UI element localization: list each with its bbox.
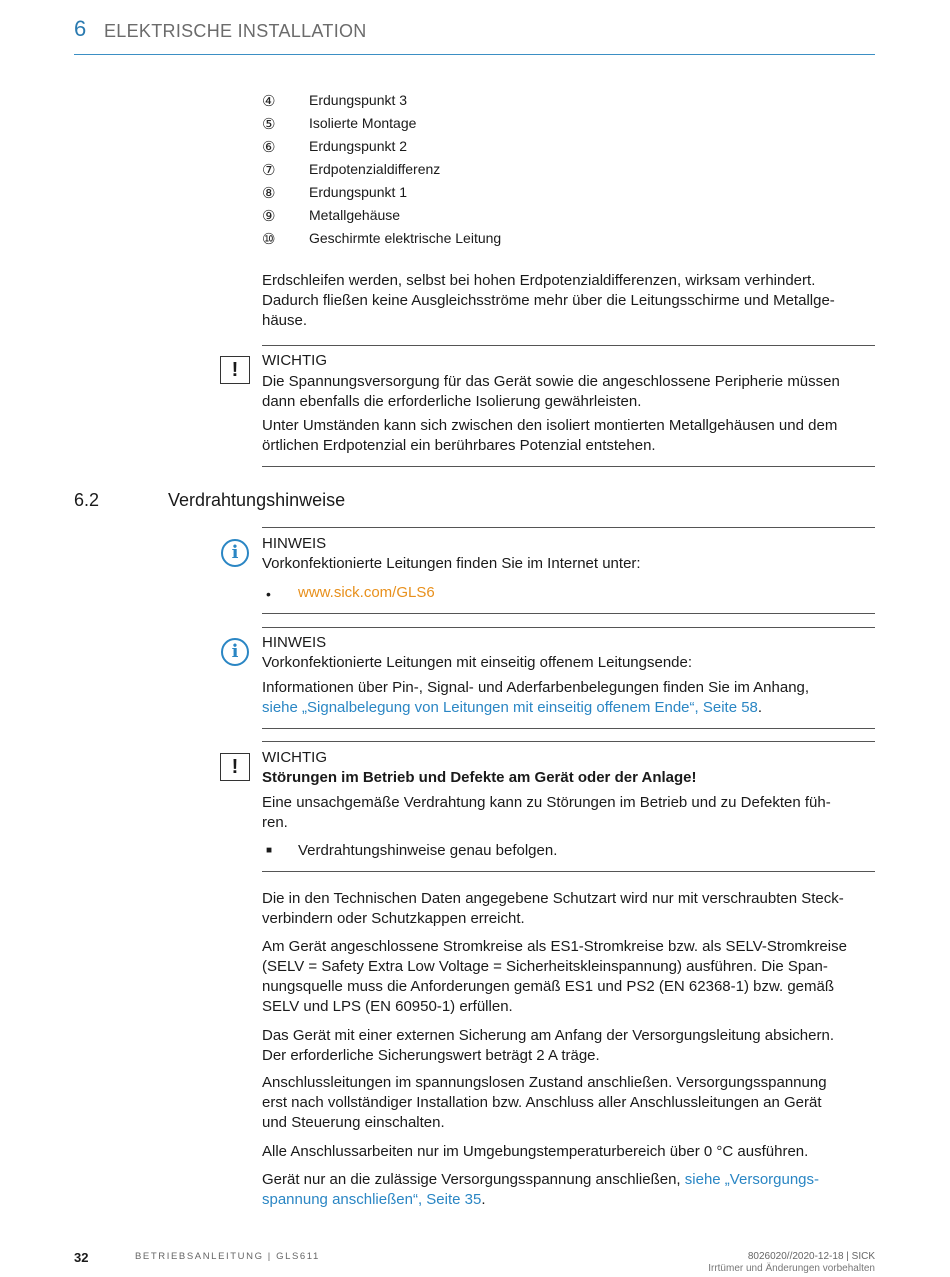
chapter-title: ELEKTRISCHE INSTALLATION [104,21,367,41]
link-suffix: . [481,1191,486,1208]
text-line: Alle Anschlussarbeiten nur im Umgebungstemperaturbereich über 0 °C ausführen. [262,1143,809,1160]
text-segment: Gerät nur an die zulässige Versorgungsspannung anschließen, [262,1171,685,1188]
text-line: Erdschleifen werden, selbst bei hohen Erdpotenzialdifferenzen, wirksam verhindert. [262,272,816,289]
text-line: (SELV = Safety Extra Low Voltage = Sicherheitskleinspannung) ausführen. Die Span- [262,958,828,975]
body-paragraph [262,1142,875,1162]
text-line: Die Spannungsversorgung für das Gerät sowie die angeschlossene Peripherie müssen [262,373,840,390]
text-line: Informationen über Pin-, Signal- und Aderfarbenbelegungen finden Sie im Anhang, [262,679,810,696]
supply-voltage-link[interactable]: siehe „Versorgungs- [684,1171,820,1188]
warning-icon: ! [220,356,250,384]
text-line: Das Gerät mit einer externen Sicherung am Anfang der Versorgungsleitung absichern. [262,1027,834,1044]
legend-number: ⑥ [262,139,276,156]
text-line: verbindern oder Schutzkappen erreicht. [262,910,525,927]
body-paragraph [262,889,875,929]
link-suffix: . [757,699,763,716]
text-line: dann ebenfalls die erforderliche Isolierung gewährleisten. [262,393,642,410]
text-line: Anschlussleitungen im spannungslosen Zustand anschließen. Versorgungsspannung [262,1074,827,1091]
sick-website-link[interactable]: www.sick.com/GLS6 [298,584,435,601]
important-text [262,793,875,833]
divider [262,527,875,528]
text-line [262,1170,875,1190]
text-line: Am Gerät angeschlossene Stromkreise als ES1-Stromkreise bzw. als SELV-Stromkreise [262,938,847,955]
divider [262,871,875,872]
text-line: erst nach vollständiger Installation bzw. Anschluss aller Anschlussleitungen an Gerät [262,1094,822,1111]
text-line: und Steuerung einschalten. [262,1114,445,1131]
text-line [262,698,875,718]
legend-number: ⑦ [262,162,276,179]
note-title: HINWEIS [262,535,327,552]
divider [262,728,875,729]
body-paragraph [262,1026,875,1066]
divider [262,466,875,467]
legend-label: Erdungspunkt 2 [309,138,408,154]
page-header [74,16,875,55]
legend-label: Geschirmte elektrische Leitung [309,230,502,246]
document-meta: 8026020//2020-12-18 | SICK [747,1251,875,1262]
warning-icon: ! [220,753,250,781]
legend-number: ⑨ [262,208,276,225]
divider [262,345,875,346]
divider [262,613,875,614]
section-number: 6.2 [74,490,100,510]
legend-label: Isolierte Montage [309,115,417,131]
text-line: Eine unsachgemäße Verdrahtung kann zu Störungen im Betrieb und zu Defekten füh- [262,794,831,811]
text-line: SELV und LPS (EN 60950-1) erfüllen. [262,998,513,1015]
important-title: WICHTIG [262,749,327,766]
info-icon: i [221,539,249,567]
text-line [262,1190,875,1210]
body-paragraph [262,1073,875,1133]
text-line: ren. [262,814,288,831]
intro-paragraph [262,271,875,331]
legend-label: Erdungspunkt 1 [309,184,408,200]
text-line: Unter Umständen kann sich zwischen den isoliert montierten Metallgehäusen und dem [262,417,838,434]
legend-number: ④ [262,93,276,110]
note-title: HINWEIS [262,634,327,651]
important-text [262,416,875,456]
body-paragraph [262,937,875,1017]
section-title: Verdrahtungshinweise [168,490,346,510]
divider [262,741,875,742]
document-name: BETRIEBSANLEITUNG | GLS611 [135,1251,320,1262]
text-line: örtlichen Erdpotenzial ein berührbares Potenzial entstehen. [262,437,656,454]
text-line: häuse. [262,312,308,329]
info-icon: i [221,638,249,666]
note-info [262,678,875,718]
signal-assignment-link[interactable]: siehe „Signalbelegung von Leitungen mit einseitig offenem Ende“, Seite 58 [262,699,758,716]
bullet-text: Verdrahtungshinweise genau befolgen. [298,842,558,859]
disclaimer: Irrtümer und Änderungen vorbehalten [708,1263,875,1274]
page-number: 32 [74,1250,89,1265]
chapter-number: 6 [74,16,87,41]
note-text: Vorkonfektionierte Leitungen finden Sie im Internet unter: [262,555,641,572]
legend-label: Metallgehäuse [309,207,401,223]
text-line: Der erforderliche Sicherungswert beträgt 2 A träge. [262,1047,600,1064]
legend-label: Erdungspunkt 3 [309,92,408,108]
legend-label: Erdpotenzialdifferenz [309,161,441,177]
text-line: Die in den Technischen Daten angegebene Schutzart wird nur mit verschraubten Steck- [262,890,844,907]
important-title: WICHTIG [262,352,327,369]
divider [262,627,875,628]
legend-number: ⑤ [262,116,276,133]
bullet-dot: • [266,586,271,602]
text-line: nungsquelle muss die Anforderungen gemäß ES1 und PS2 (EN 62368-1) bzw. gemäß [262,978,835,995]
bullet-square: ■ [266,845,273,856]
note-text: Vorkonfektionierte Leitungen mit einseitig offenem Leitungsende: [262,654,693,671]
supply-voltage-link[interactable]: spannung anschließen“, Seite 35 [262,1191,482,1208]
legend-number: ⑩ [262,231,276,248]
legend-number: ⑧ [262,185,276,202]
body-paragraph [262,1170,875,1210]
important-subtitle: Störungen im Betrieb und Defekte am Gerät oder der Anlage! [262,769,697,786]
important-text [262,372,875,412]
text-line: Dadurch fließen keine Ausgleichsströme mehr über die Leitungsschirme und Metallge- [262,292,835,309]
